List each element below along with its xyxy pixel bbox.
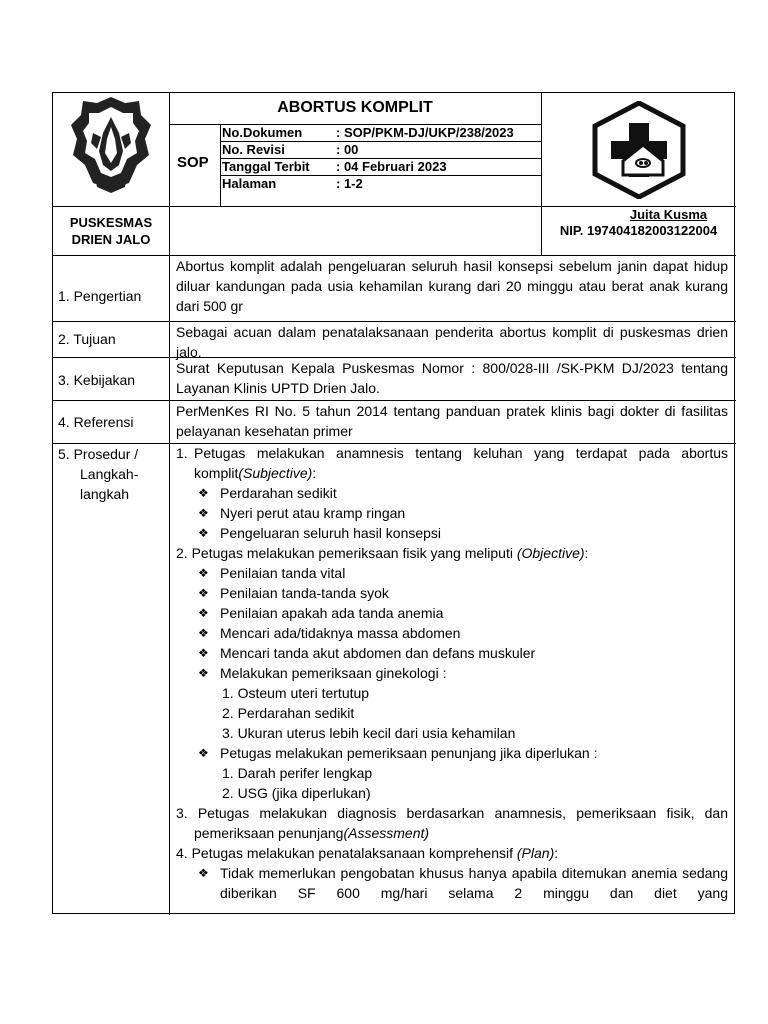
lab-sublist (174, 763, 728, 803)
step1-italic: (Subjective) (238, 465, 313, 481)
list-item: 3. Ukuran uterus lebih kecil dari usia kehamilan (222, 725, 516, 741)
meta-value-page: : 1-2 (336, 176, 363, 191)
tujuan-text: Sebagai acuan dalam penatalaksanaan penderita abortus komplit di puskesmas drien jalo. (176, 324, 728, 360)
meta-label-document: No.Dokumen (222, 125, 303, 140)
step3-text: 3. Petugas melakukan diagnosis berdasarkan anamnesis, pemeriksaan fisik, dan (176, 805, 728, 821)
step2-italic: (Objective) (516, 545, 585, 561)
prosedur-label-line3: langkah (80, 486, 130, 502)
meta-value-date: : 04 Februari 2023 (336, 159, 447, 174)
list-item: ❖ Mencari ada/tidaknya massa abdomen (220, 623, 728, 643)
kebijakan-text: Surat Keputusan Kepala Puskesmas Nomor : 800/028-III /SK-PKM DJ/2023 tentang Layanan Klinis UPTD Drien Jalo. (176, 360, 728, 396)
prosedur-content (174, 443, 728, 903)
step2-list (174, 563, 728, 683)
sop-document (52, 92, 735, 914)
step1-cont-line (174, 463, 728, 483)
step2-end: : (584, 545, 589, 561)
list-item: ❖ Penilaian apakah ada tanda anemia (220, 603, 728, 623)
step4-line (174, 843, 728, 863)
gyn-sublist (174, 683, 728, 743)
section-label-pengertian: 1. Pengertian (58, 288, 142, 304)
list-item: ❖ Melakukan pemeriksaan ginekologi : (220, 663, 728, 683)
step3-cont: pemeriksaan penunjang (194, 825, 344, 841)
step1-cont: komplit (194, 465, 239, 481)
list-item: ❖ Penilaian tanda-tanda syok (220, 583, 728, 603)
list-item: ❖ Penilaian tanda vital (220, 563, 728, 583)
list-item: ❖ Perdarahan sedikit (220, 483, 728, 503)
section-label-prosedur (58, 444, 138, 504)
puskesmas-logo-icon (591, 101, 687, 199)
step4-text: 4. Petugas melakukan penatalaksanaan komprehensif (176, 845, 517, 861)
list-item: 2. Perdarahan sedikit (222, 705, 355, 721)
step2-text: 2. Petugas melakukan pemeriksaan fisik yang meliputi (176, 545, 517, 561)
list-item: ❖ Nyeri perut atau kramp ringan (220, 503, 728, 523)
prosedur-label-line2: Langkah- (80, 466, 139, 482)
meta-label-page: Halaman (222, 176, 277, 191)
meta-label-revision: No. Revisi (222, 142, 285, 157)
signer-nip: NIP. 197404182003122004 (559, 223, 718, 238)
meta-label-date: Tanggal Terbit (222, 159, 310, 174)
list-item: 1. Darah perifer lengkap (222, 765, 373, 781)
step4-italic: (Plan) (516, 845, 555, 861)
lab-list (174, 743, 728, 763)
regency-emblem-icon (65, 93, 157, 201)
meta-value-document: : SOP/PKM-DJ/UKP/238/2023 (336, 125, 514, 140)
step3-cont-line (174, 823, 728, 843)
section-label-kebijakan: 3. Kebijakan (58, 372, 136, 388)
step3-italic: (Assessment) (343, 825, 430, 841)
step4-list (174, 863, 728, 903)
pengertian-text: Abortus komplit adalah pengeluaran seluruh hasil konsepsi sebelum janin dapat hidup diluar kandungan pada usia kehamilan kurang dari 20 minggu atau berat anak kurang dari 500 gr (176, 258, 728, 314)
signer-name: Juita Kusma (629, 207, 708, 222)
step1-end: : (312, 465, 317, 481)
step1-line (174, 443, 728, 463)
step4-end: : (554, 845, 559, 861)
sop-label: SOP (177, 154, 209, 171)
list-item: ❖ Petugas melakukan pemeriksaan penunjang jika diperlukan : (220, 743, 728, 763)
org-name-line1: PUSKESMAS (69, 215, 153, 230)
list-item: 1. Osteum uteri tertutup (222, 685, 370, 701)
org-name (53, 214, 169, 248)
step2-line (174, 543, 728, 563)
org-name-line2: DRIEN JALO (71, 232, 151, 247)
list-item: ❖ Pengeluaran seluruh hasil konsepsi (220, 523, 728, 543)
document-title: ABORTUS KOMPLIT (277, 99, 433, 116)
step1-number: 1. (176, 445, 188, 461)
signer-block (541, 207, 736, 239)
step1-text: Petugas melakukan anamnesis tentang keluhan yang terdapat pada abortus (194, 445, 728, 461)
list-item: ❖ Tidak memerlukan pengobatan khusus hanya apabila ditemukan anemia sedang diberikan SF 600 mg/hari selama 2 minggu dan diet yang (220, 863, 728, 903)
section-label-tujuan: 2. Tujuan (58, 331, 116, 347)
list-item: ❖ Mencari tanda akut abdomen dan defans muskuler (220, 643, 728, 663)
section-label-referensi: 4. Referensi (58, 414, 134, 430)
list-item: 2. USG (jika diperlukan) (222, 785, 371, 801)
referensi-text: PerMenKes RI No. 5 tahun 2014 tentang panduan pratek klinis bagi dokter di fasilitas pelayanan kesehatan primer (176, 403, 728, 439)
step1-list (174, 483, 728, 543)
prosedur-label-line1: 5. Prosedur / (58, 446, 139, 462)
meta-value-revision: : 00 (336, 142, 359, 157)
